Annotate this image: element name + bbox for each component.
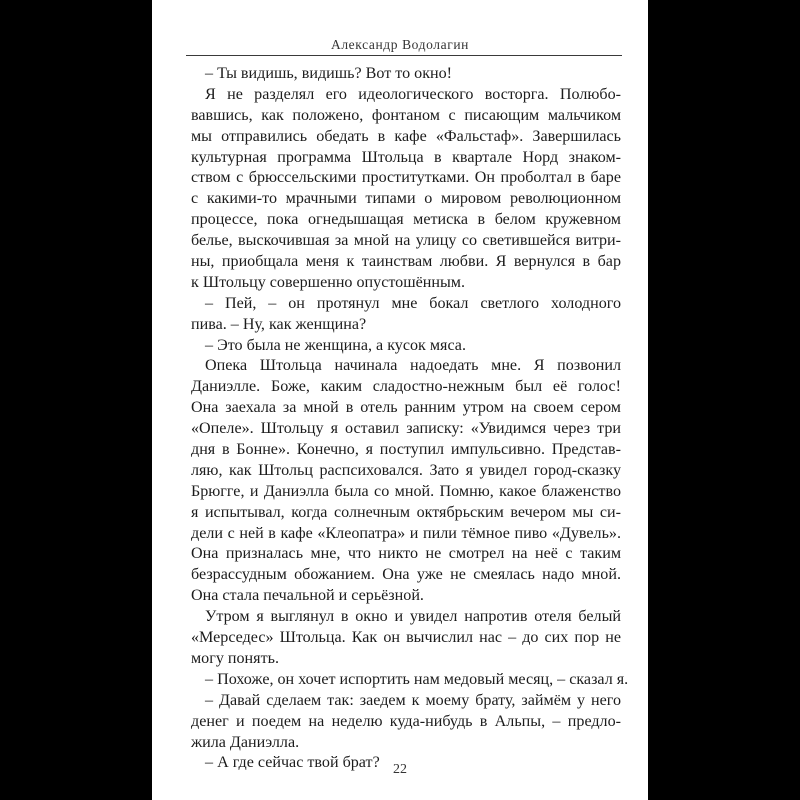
text-line: безрассудным обожанием. Она уже не смеялась надо мной. (191, 566, 621, 584)
text-line: – Это была не женщина, а кусок мяса. (205, 336, 466, 354)
text-line: с какими-то мрачными типами о мировом революционном (191, 190, 621, 208)
text-line: пива. – Ну, как женщина? (191, 315, 367, 333)
text-line: вавшись, как положено, фонтаном с писающим мальчиком (191, 106, 621, 124)
text-line: Опека Штольца начинала надоедать мне. Я позвонил (205, 357, 621, 375)
body-text (191, 64, 629, 774)
page-number: 22 (393, 762, 407, 777)
text-line: – А где сейчас твой брат? (205, 754, 380, 772)
text-line: – Давай сделаем так: заедем к моему брату, займём у него (205, 691, 621, 709)
text-line: – Пей, – он протянул мне бокал светлого холодного (205, 294, 621, 312)
text-line: «Мерседес» Штольца. Как он вычислил нас – до сих пор не (191, 629, 621, 647)
text-line: Даниэлле. Боже, каким сладостно-нежным был её голос! (191, 378, 621, 396)
text-line: культурная программа Штольца в квартале Норд знаком- (191, 148, 621, 166)
text-line: мы отправились обедать в кафе «Фальстаф». Завершилась (191, 127, 621, 145)
text-line: Я не разделял его идеологического восторга. Полюбо- (205, 85, 621, 103)
text-line: Она заехала за мной в отель ранним утром на своем сером (191, 399, 621, 417)
text-line: «Опеле». Штольцу я оставил записку: «Увидимся через три (191, 420, 621, 438)
running-head: Александр Водолагин (331, 37, 469, 52)
text-line: могу понять. (191, 649, 279, 667)
text-line: жила Даниэлла. (191, 733, 300, 751)
text-line: белье, выскочившая за мной на улицу со светившейся витри- (191, 232, 621, 250)
text-line: – Похоже, он хочет испортить нам медовый месяц, – сказал я. (205, 670, 629, 688)
text-line: ны, приобщала меня к таинствам любви. Я вернулся в бар (191, 253, 621, 271)
text-line: – Ты видишь, видишь? Вот то окно! (205, 65, 453, 82)
text-line: Она призналась мне, что никто не смотрел на неё с таким (191, 545, 621, 563)
text-line: дня в Бонне». Конечно, я поступил импульсивно. Представ- (191, 441, 621, 459)
text-line: денег и поедем на неделю куда-нибудь в Альпы, – предло- (191, 712, 621, 730)
text-line: к Штольцу совершенно опустошённым. (191, 273, 466, 291)
text-line: Утром я выглянул в окно и увидел напротив отеля белый (205, 608, 621, 626)
text-line: я испытывал, когда солнечным октябрьским вечером мы си- (191, 503, 621, 521)
text-line: процессе, пока огнедышащая метиска в белом кружевном (191, 211, 621, 229)
text-line: дели с ней в кафе «Клеопатра» и пили тёмное пиво «Дувель». (191, 524, 621, 542)
text-line: ляю, как Штольц распсиховался. Зато я увидел город-сказку (191, 461, 621, 479)
header-rule (186, 55, 622, 56)
text-line: ством с брюссельскими проститутками. Он проболтал в баре (191, 169, 621, 187)
text-line: Она стала печальной и серьёзной. (191, 587, 424, 605)
text-line: Брюгге, и Даниэлла была со мной. Помню, какое блаженство (191, 482, 621, 500)
book-page (152, 0, 648, 800)
